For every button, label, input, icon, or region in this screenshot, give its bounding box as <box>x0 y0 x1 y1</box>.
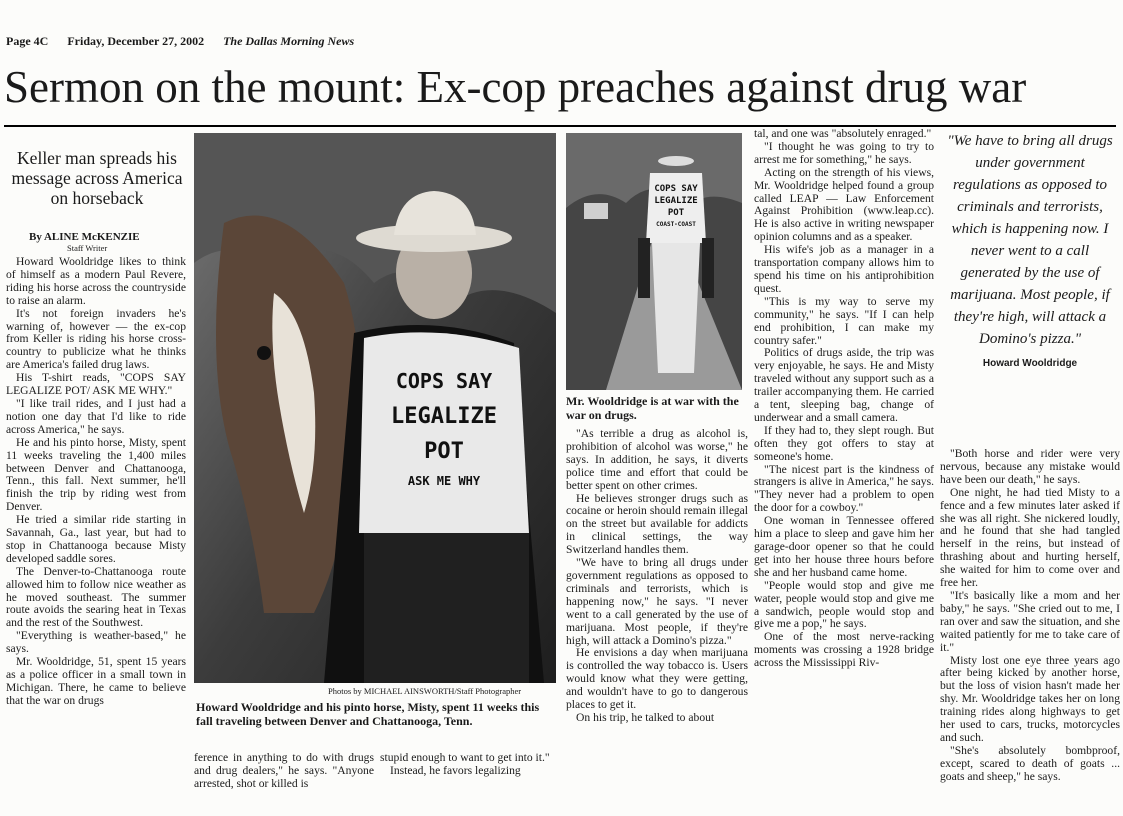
shirt-text-line: ASK ME WHY <box>407 474 481 488</box>
deck: Keller man spreads his message across America on horseback <box>11 148 183 208</box>
main-photo <box>194 133 556 683</box>
paragraph: He and his pinto horse, Misty, spent 11 weeks traveling the 1,400 miles between Denver and Chattanooga, Tenn., this fall. Next summer, he'll finish the trip by riding west from Denver. <box>6 435 186 514</box>
shirt-text-line: LEGALIZE <box>654 196 698 206</box>
issue-date: Friday, December 27, 2002 <box>67 34 205 48</box>
paragraph: "People would stop and give me water, people would stop and give me a sandwich, people would stop and give me a pop," he says. <box>754 578 934 631</box>
paragraph: "Everything is weather-based," he says. <box>6 629 186 656</box>
newspaper-name: The Dallas Morning News <box>223 34 355 48</box>
article-column-5 <box>940 448 1120 794</box>
article-column-2b <box>380 752 556 794</box>
shirt-text-line: COPS SAY <box>654 184 698 194</box>
paragraph: "As terrible a drug as alcohol is, prohibition of alcohol was worse," he says. In addition, he says, it diverts police time and effort that could be better spent on other crimes. <box>566 428 748 492</box>
paragraph: "The nicest part is the kindness of strangers is alive in America," he says. "They never had a problem to open the door for a cowboy." <box>754 462 934 515</box>
side-photo-caption: Mr. Wooldridge is at war with the war on drugs. <box>566 394 739 422</box>
paragraph: "I thought he was going to try to arrest me for something," he says. <box>754 139 934 166</box>
shirt-text-line: COAST-COAST <box>656 221 696 228</box>
shirt-text-line: COPS SAY <box>395 369 493 393</box>
paragraph: tal, and one was "absolutely enraged." <box>754 128 932 140</box>
page-number: Page 4C <box>6 34 49 48</box>
paragraph: He believes stronger drugs such as cocaine or heroin should remain illegal on the street but available for addicts in clinical settings, the way Switzerland handles them. <box>566 491 748 557</box>
paragraph: ference in anything to do with drugs and drug dealers," he says. "Anyone arrested, shot or killed is <box>194 752 374 790</box>
paragraph: His wife's job as a manager in a transportation company allows him to spend his time on his antiprohibition quest. <box>754 243 934 295</box>
paragraph: stupid enough to want to get into it." <box>380 752 550 764</box>
shirt-text-line: POT <box>667 208 685 218</box>
paragraph: Mr. Wooldridge, 51, spent 15 years as a police officer in a small town in Michigan. There, he came to believe that the war on drugs <box>6 655 186 707</box>
rider-on-road-photo <box>566 133 742 390</box>
paragraph: Howard Wooldridge likes to think of himself as a modern Paul Revere, riding his horse across the countryside to raise an alarm. <box>6 256 186 307</box>
paragraph: "She's absolutely bombproof, except, scared to death of goats ... goats and sheep," he says. <box>940 743 1120 783</box>
byline: By ALINE McKENZIE <box>29 231 140 243</box>
article-column-2 <box>194 752 374 794</box>
headline-rule <box>4 125 1116 127</box>
paragraph: "It's basically like a mom and her baby," he says. "She cried out to me, I ran over and saw the situation, and she waited patiently for me to take care of it." <box>940 588 1120 654</box>
paragraph: One night, he had tied Misty to a fence and a few minutes later asked if she was all right. She nickered loudly, and he found that she had tangled herself in the reins, but instead of thrashing about and hurting herself, she waited for him to come over and free her. <box>940 485 1120 590</box>
paragraph: Politics of drugs aside, the trip was very enjoyable, he says. He and Misty traveled without any support such as a trailer accompanying them. He carried a tent, sleeping bag, change of underwear and a small camera. <box>754 346 934 424</box>
horse-and-rider-photo <box>194 133 556 683</box>
photo-credit: Photos by MICHAEL AINSWORTH/Staff Photographer <box>328 686 522 696</box>
paragraph: Misty lost one eye three years ago after being kicked by another horse, but the loss of vision hasn't made her shy. Mr. Wooldridge takes her on long training rides along highways to get her used to cars, trucks, motorcycles and such. <box>940 653 1120 744</box>
paragraph: "We have to bring all drugs under government regulations as opposed to criminals and terrorists, which is happening now," he says. "I never went to a call generated by the use of marijuana. Most people, if they're high, will attack a Domino's pizza." <box>566 556 748 647</box>
paragraph: Instead, he favors legalizing <box>390 763 521 777</box>
paragraph: One of the most nerve-racking moments was crossing a 1928 bridge across the Mississippi Riv- <box>754 630 934 670</box>
byline-title: Staff Writer <box>67 243 108 253</box>
main-photo-caption: Howard Wooldridge and his pinto horse, Misty, spent 11 weeks this fall traveling between Denver and Chattanooga, Tenn. <box>196 700 540 728</box>
article-column-3 <box>566 428 748 794</box>
paragraph: The Denver-to-Chattanooga route allowed him to follow nice weather as he moved southeast. The summer route avoids the searing heat in Texas and the rest of the Southwest. <box>6 564 186 630</box>
paragraph: On his trip, he talked to about <box>576 710 715 724</box>
paragraph: He tried a similar ride starting in Savannah, Ga., last year, but had to stop in Chattanooga because Misty developed saddle sores. <box>6 513 186 565</box>
paragraph: If they had to, they slept rough. But often they got offers to stay at someone's home. <box>754 423 934 463</box>
paragraph: It's not foreign invaders he's warning of, however — the ex-cop from Keller is riding his horse cross-country to publicize what he thinks are America's failed drug laws. <box>6 306 186 372</box>
paragraph: "This is my way to serve my community," he says. "If I can help end prohibition, I can make my country safer." <box>754 294 934 347</box>
paragraph: Acting on the strength of his views, Mr. Wooldridge helped found a group called LEAP — Law Enforcement Against Prohibition (www.leap.cc). He is also active in writing newspaper opinion columns and as a speaker. <box>754 165 934 244</box>
side-photo <box>566 133 742 390</box>
paragraph: His T-shirt reads, "COPS SAY LEGALIZE POT/ ASK ME WHY." <box>6 371 186 398</box>
folio-line <box>6 34 370 49</box>
headline: Sermon on the mount: Ex-cop preaches against drug war <box>4 62 1027 112</box>
paragraph: "I like trail rides, and I just had a notion one day that I'd like to ride across America," he says. <box>6 396 186 436</box>
pull-quote-attribution: Howard Wooldridge <box>982 358 1078 369</box>
paragraph: "Both horse and rider were very nervous, because any mistake would have been our death," he says. <box>940 448 1120 486</box>
article-column-4 <box>754 128 934 794</box>
paragraph: One woman in Tennessee offered him a place to sleep and gave him her garage-door opener so that he could get into her house three hours before she and her husband came home. <box>754 514 934 579</box>
pull-quote: "We have to bring all drugs under government regulations as opposed to criminals and terrorists, which is happening now. I never went to a call generated by the use of marijuana. Most people, if they're high, will attack a Domino's pizza." <box>947 133 1113 347</box>
article-column-1 <box>6 256 186 794</box>
shirt-text-line: LEGALIZE <box>391 404 497 429</box>
shirt-text-line: POT <box>424 439 464 464</box>
paragraph: He envisions a day when marijuana is controlled the way tobacco is. Users would know what they were getting, and wouldn't have to go to dangerous places to get it. <box>566 646 748 712</box>
